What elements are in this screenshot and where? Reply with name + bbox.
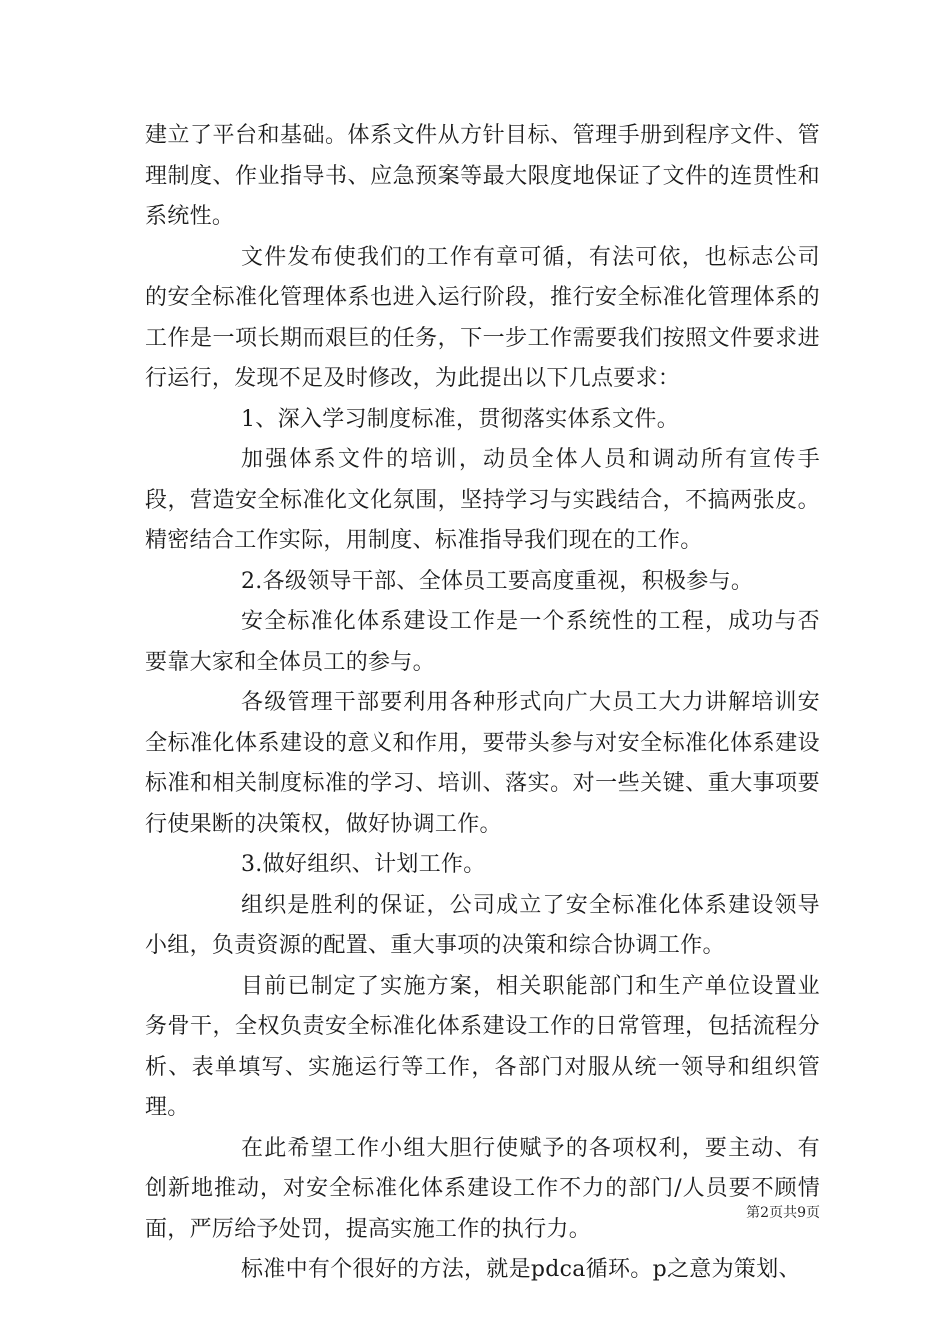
- paragraph-6: 组织是胜利的保证，公司成立了安全标准化体系建设领导小组，负责资源的配置、重大事项的决策和综合协调工作。: [145, 892, 820, 958]
- page-number-footer: 第2页共9页: [746, 1205, 820, 1221]
- heading-item-1: 1、深入学习制度标准，贯彻落实体系文件。: [241, 406, 679, 432]
- heading-item-3: 3.做好组织、计划工作。: [241, 852, 486, 877]
- paragraph-4: 安全标准化体系建设工作是一个系统性的工程，成功与否要靠大家和全体员工的参与。: [145, 609, 820, 675]
- paragraph-7: 目前已制定了实施方案，相关职能部门和生产单位设置业务骨干，全权负责安全标准化体系建设工作的日常管理，包括流程分析、表单填写、实施运行等工作，各部门对服从统一领导和组织管理。: [145, 973, 820, 1120]
- heading-item-2: 2.各级领导干部、全体员工要高度重视，积极参与。: [241, 568, 754, 594]
- paragraph-8: 在此希望工作小组大胆行使赋予的各项权利，要主动、有创新地推动，对安全标准化体系建设工作不力的部门/人员要不顾情面，严厉给予处罚，提高实施工作的执行力。: [145, 1135, 820, 1242]
- paragraph-5: 各级管理干部要利用各种形式向广大员工大力讲解培训安全标准化体系建设的意义和作用，要带头参与对安全标准化体系建设标准和相关制度标准的学习、培训、落实。对一些关键、重大事项要行使果断的决策权，做好协调工作。: [145, 690, 820, 837]
- paragraph-2: 文件发布使我们的工作有章可循，有法可依，也标志公司的安全标准化管理体系也进入运行阶段，推行安全标准化管理体系的工作是一项长期而艰巨的任务，下一步工作需要我们按照文件要求进行运行，发现不足及时修改，为此提出以下几点要求：: [145, 244, 820, 391]
- paragraph-1: 建立了平台和基础。体系文件从方针目标、管理手册到程序文件、管理制度、作业指导书、应急预案等最大限度地保证了文件的连贯性和系统性。: [145, 123, 820, 229]
- document-body: [145, 116, 820, 1291]
- paragraph-3: 加强体系文件的培训，动员全体人员和调动所有宣传手段，营造安全标准化文化氛围，坚持学习与实践结合，不搞两张皮。精密结合工作实际，用制度、标准指导我们现在的工作。: [145, 447, 820, 553]
- paragraph-9: 标准中有个很好的方法，就是pdca循环。p之意为策划、: [241, 1257, 801, 1282]
